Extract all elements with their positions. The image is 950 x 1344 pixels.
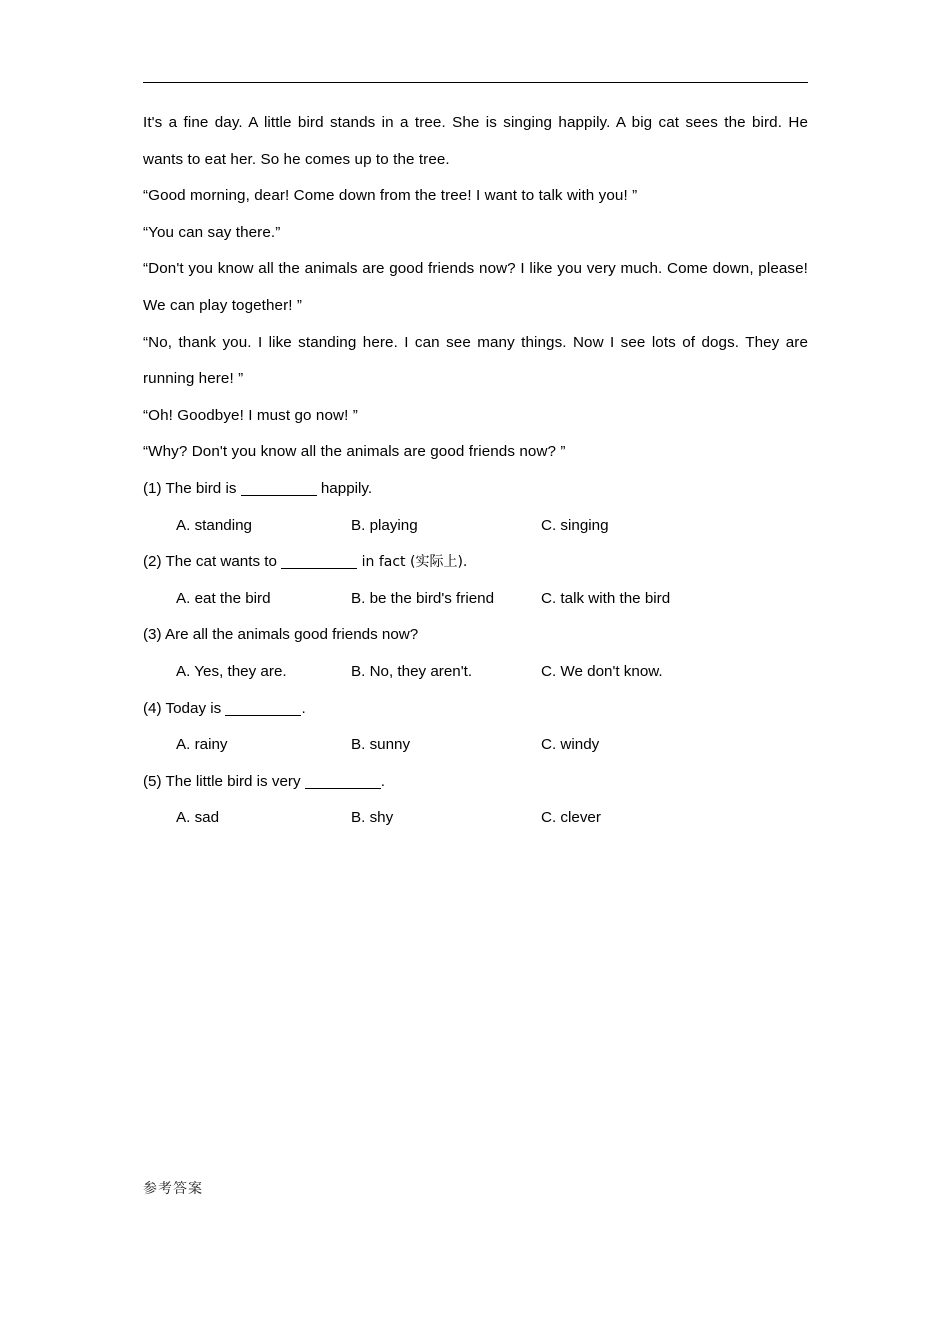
option-b[interactable]: B. No, they aren't.: [351, 662, 473, 680]
question-4-stem: [143, 691, 808, 728]
question-3-text-before: Are all the animals good friends now?: [164, 626, 419, 644]
question-1-options: [143, 508, 808, 545]
question-5-stem: [143, 764, 808, 801]
question-2-options: [143, 581, 808, 618]
option-c[interactable]: C. singing: [541, 516, 609, 534]
question-1-stem: [143, 471, 808, 508]
option-c[interactable]: C. windy: [541, 736, 600, 754]
option-b[interactable]: B. playing: [351, 516, 418, 534]
question-4-options: [143, 727, 808, 764]
question-5-options: [143, 800, 808, 837]
question-2-text-before: The cat wants to: [165, 553, 282, 571]
option-a[interactable]: A. rainy: [176, 736, 228, 754]
option-a[interactable]: A. Yes, they are.: [176, 662, 287, 680]
passage-paragraph-4: “Don't you know all the animals are good friends now? I like you very much. Come down, please! We can play together! ”: [143, 260, 808, 314]
question-2-number: (2): [143, 553, 162, 571]
question-1-text-before: The bird is: [165, 479, 241, 497]
question-1-number: (1): [143, 479, 162, 497]
option-c[interactable]: C. We don't know.: [541, 662, 663, 680]
answer-blank: [305, 788, 381, 789]
question-1-text-after: happily.: [316, 479, 373, 497]
answer-blank: [281, 568, 357, 569]
question-3-options: [143, 654, 808, 691]
question-4-text-after: .: [301, 699, 306, 717]
option-a[interactable]: A. standing: [176, 516, 252, 534]
passage-paragraph-3: “You can say there.”: [143, 223, 281, 241]
question-3-number: (3): [143, 626, 162, 644]
passage-paragraph-7: “Why? Don't you know all the animals are good friends now? ”: [143, 443, 566, 461]
question-5-text-before: The little bird is very: [165, 772, 305, 790]
question-2-stem: [143, 544, 808, 581]
option-b[interactable]: B. sunny: [351, 736, 411, 754]
question-3-stem: [143, 617, 808, 654]
option-b[interactable]: B. shy: [351, 809, 394, 827]
option-b[interactable]: B. be the bird's friend: [351, 589, 495, 607]
document-content: [143, 82, 808, 837]
option-c[interactable]: C. talk with the bird: [541, 589, 671, 607]
question-5-number: (5): [143, 772, 162, 790]
passage-paragraph-5: “No, thank you. I like standing here. I can see many things. Now I see lots of dogs. They are running here! ”: [143, 333, 808, 388]
answer-key-label: 参考答案: [143, 1181, 203, 1197]
option-a[interactable]: A. eat the bird: [176, 589, 271, 607]
option-a[interactable]: A. sad: [176, 809, 220, 827]
question-5-text-after: .: [380, 772, 386, 790]
passage-paragraph-6: “Oh! Goodbye! I must go now! ”: [143, 406, 358, 424]
option-c[interactable]: C. clever: [541, 809, 601, 827]
answer-blank: [225, 715, 301, 716]
question-4-text-before: Today is: [165, 699, 226, 717]
question-2-text-after: in fact (实际上).: [357, 554, 468, 571]
horizontal-rule: [143, 82, 808, 83]
answer-blank: [241, 495, 317, 496]
question-4-number: (4): [143, 699, 162, 717]
passage-paragraph-2: “Good morning, dear! Come down from the tree! I want to talk with you! ”: [143, 187, 638, 205]
passage-paragraph-1: It's a fine day. A little bird stands in a tree. She is singing happily. A big cat sees the bird. He wants to eat her. So he comes up to the tree.: [143, 114, 808, 168]
